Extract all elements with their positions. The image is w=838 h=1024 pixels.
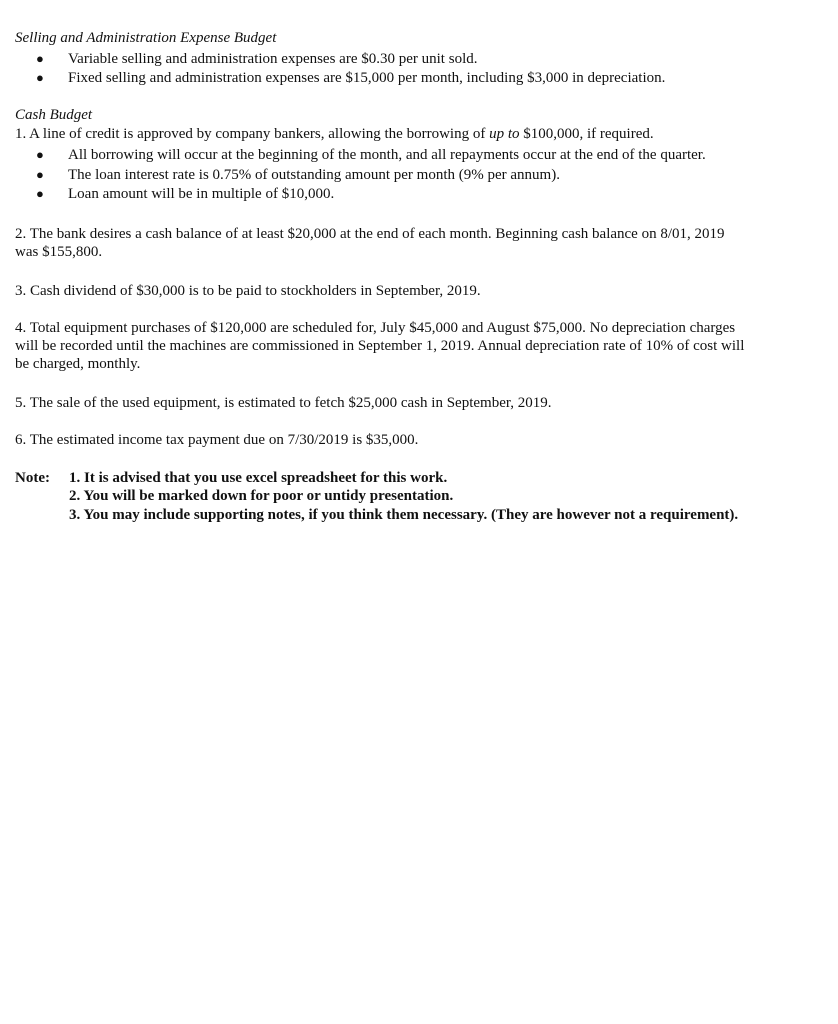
bullet-icon: ● bbox=[36, 70, 44, 85]
cash-bullet-2-text: The loan interest rate is 0.75% of outstanding amount per month (9% per annum). bbox=[68, 167, 560, 183]
selling-bullet-1-text: Variable selling and administration expenses are $0.30 per unit sold. bbox=[68, 51, 478, 67]
bullet-icon: ● bbox=[36, 147, 44, 162]
selling-admin-heading: Selling and Administration Expense Budget bbox=[15, 30, 277, 46]
bullet-icon: ● bbox=[36, 186, 44, 201]
note-item-3: 3. You may include supporting notes, if you think them necessary. (They are however not a requirement). bbox=[69, 507, 739, 523]
bullet-icon: ● bbox=[36, 51, 44, 66]
cash-bullet-1 bbox=[36, 147, 706, 164]
cash-item-4-line-1: 4. Total equipment purchases of $120,000 are scheduled for, July $45,000 and August $75,000. No depreciation charges bbox=[15, 320, 736, 336]
cash-item-6: 6. The estimated income tax payment due on 7/30/2019 is $35,000. bbox=[15, 432, 419, 448]
cash-item-4-line-3: be charged, monthly. bbox=[15, 356, 141, 372]
cash-item-4-line-2: will be recorded until the machines are commissioned in September 1, 2019. Annual depreciation rate of 10% of cost will bbox=[15, 338, 745, 354]
cash-item-2-line-1: 2. The bank desires a cash balance of at least $20,000 at the end of each month. Beginning cash balance on 8/01, 2019 bbox=[15, 226, 725, 242]
selling-bullet-2-text: Fixed selling and administration expenses are $15,000 per month, including $3,000 in depreciation. bbox=[68, 70, 666, 86]
cash-bullet-3-text: Loan amount will be in multiple of $10,000. bbox=[68, 186, 335, 202]
note-item-2: 2. You will be marked down for poor or untidy presentation. bbox=[69, 488, 454, 504]
cash-item-1 bbox=[15, 126, 654, 143]
selling-bullet-1 bbox=[36, 51, 477, 68]
cash-item-2-line-2: was $155,800. bbox=[15, 244, 103, 260]
cash-budget-heading: Cash Budget bbox=[15, 107, 93, 123]
selling-bullet-2 bbox=[36, 70, 665, 87]
bullet-icon: ● bbox=[36, 167, 44, 182]
cash-item-1-emphasis: up to bbox=[489, 126, 520, 142]
cash-item-3: 3. Cash dividend of $30,000 is to be paid to stockholders in September, 2019. bbox=[15, 283, 481, 299]
note-item-1: 1. It is advised that you use excel spreadsheet for this work. bbox=[69, 470, 448, 486]
cash-item-5: 5. The sale of the used equipment, is estimated to fetch $25,000 cash in September, 2019. bbox=[15, 395, 552, 411]
cash-bullet-1-text: All borrowing will occur at the beginning of the month, and all repayments occur at the end of the quarter. bbox=[68, 147, 706, 163]
cash-item-1-prefix: 1. A line of credit is approved by company bankers, allowing the borrowing of bbox=[15, 126, 490, 142]
cash-bullet-2 bbox=[36, 167, 560, 184]
cash-item-1-suffix: $100,000, if required. bbox=[519, 126, 654, 142]
note-label: Note: bbox=[15, 470, 50, 486]
cash-bullet-3 bbox=[36, 186, 334, 203]
